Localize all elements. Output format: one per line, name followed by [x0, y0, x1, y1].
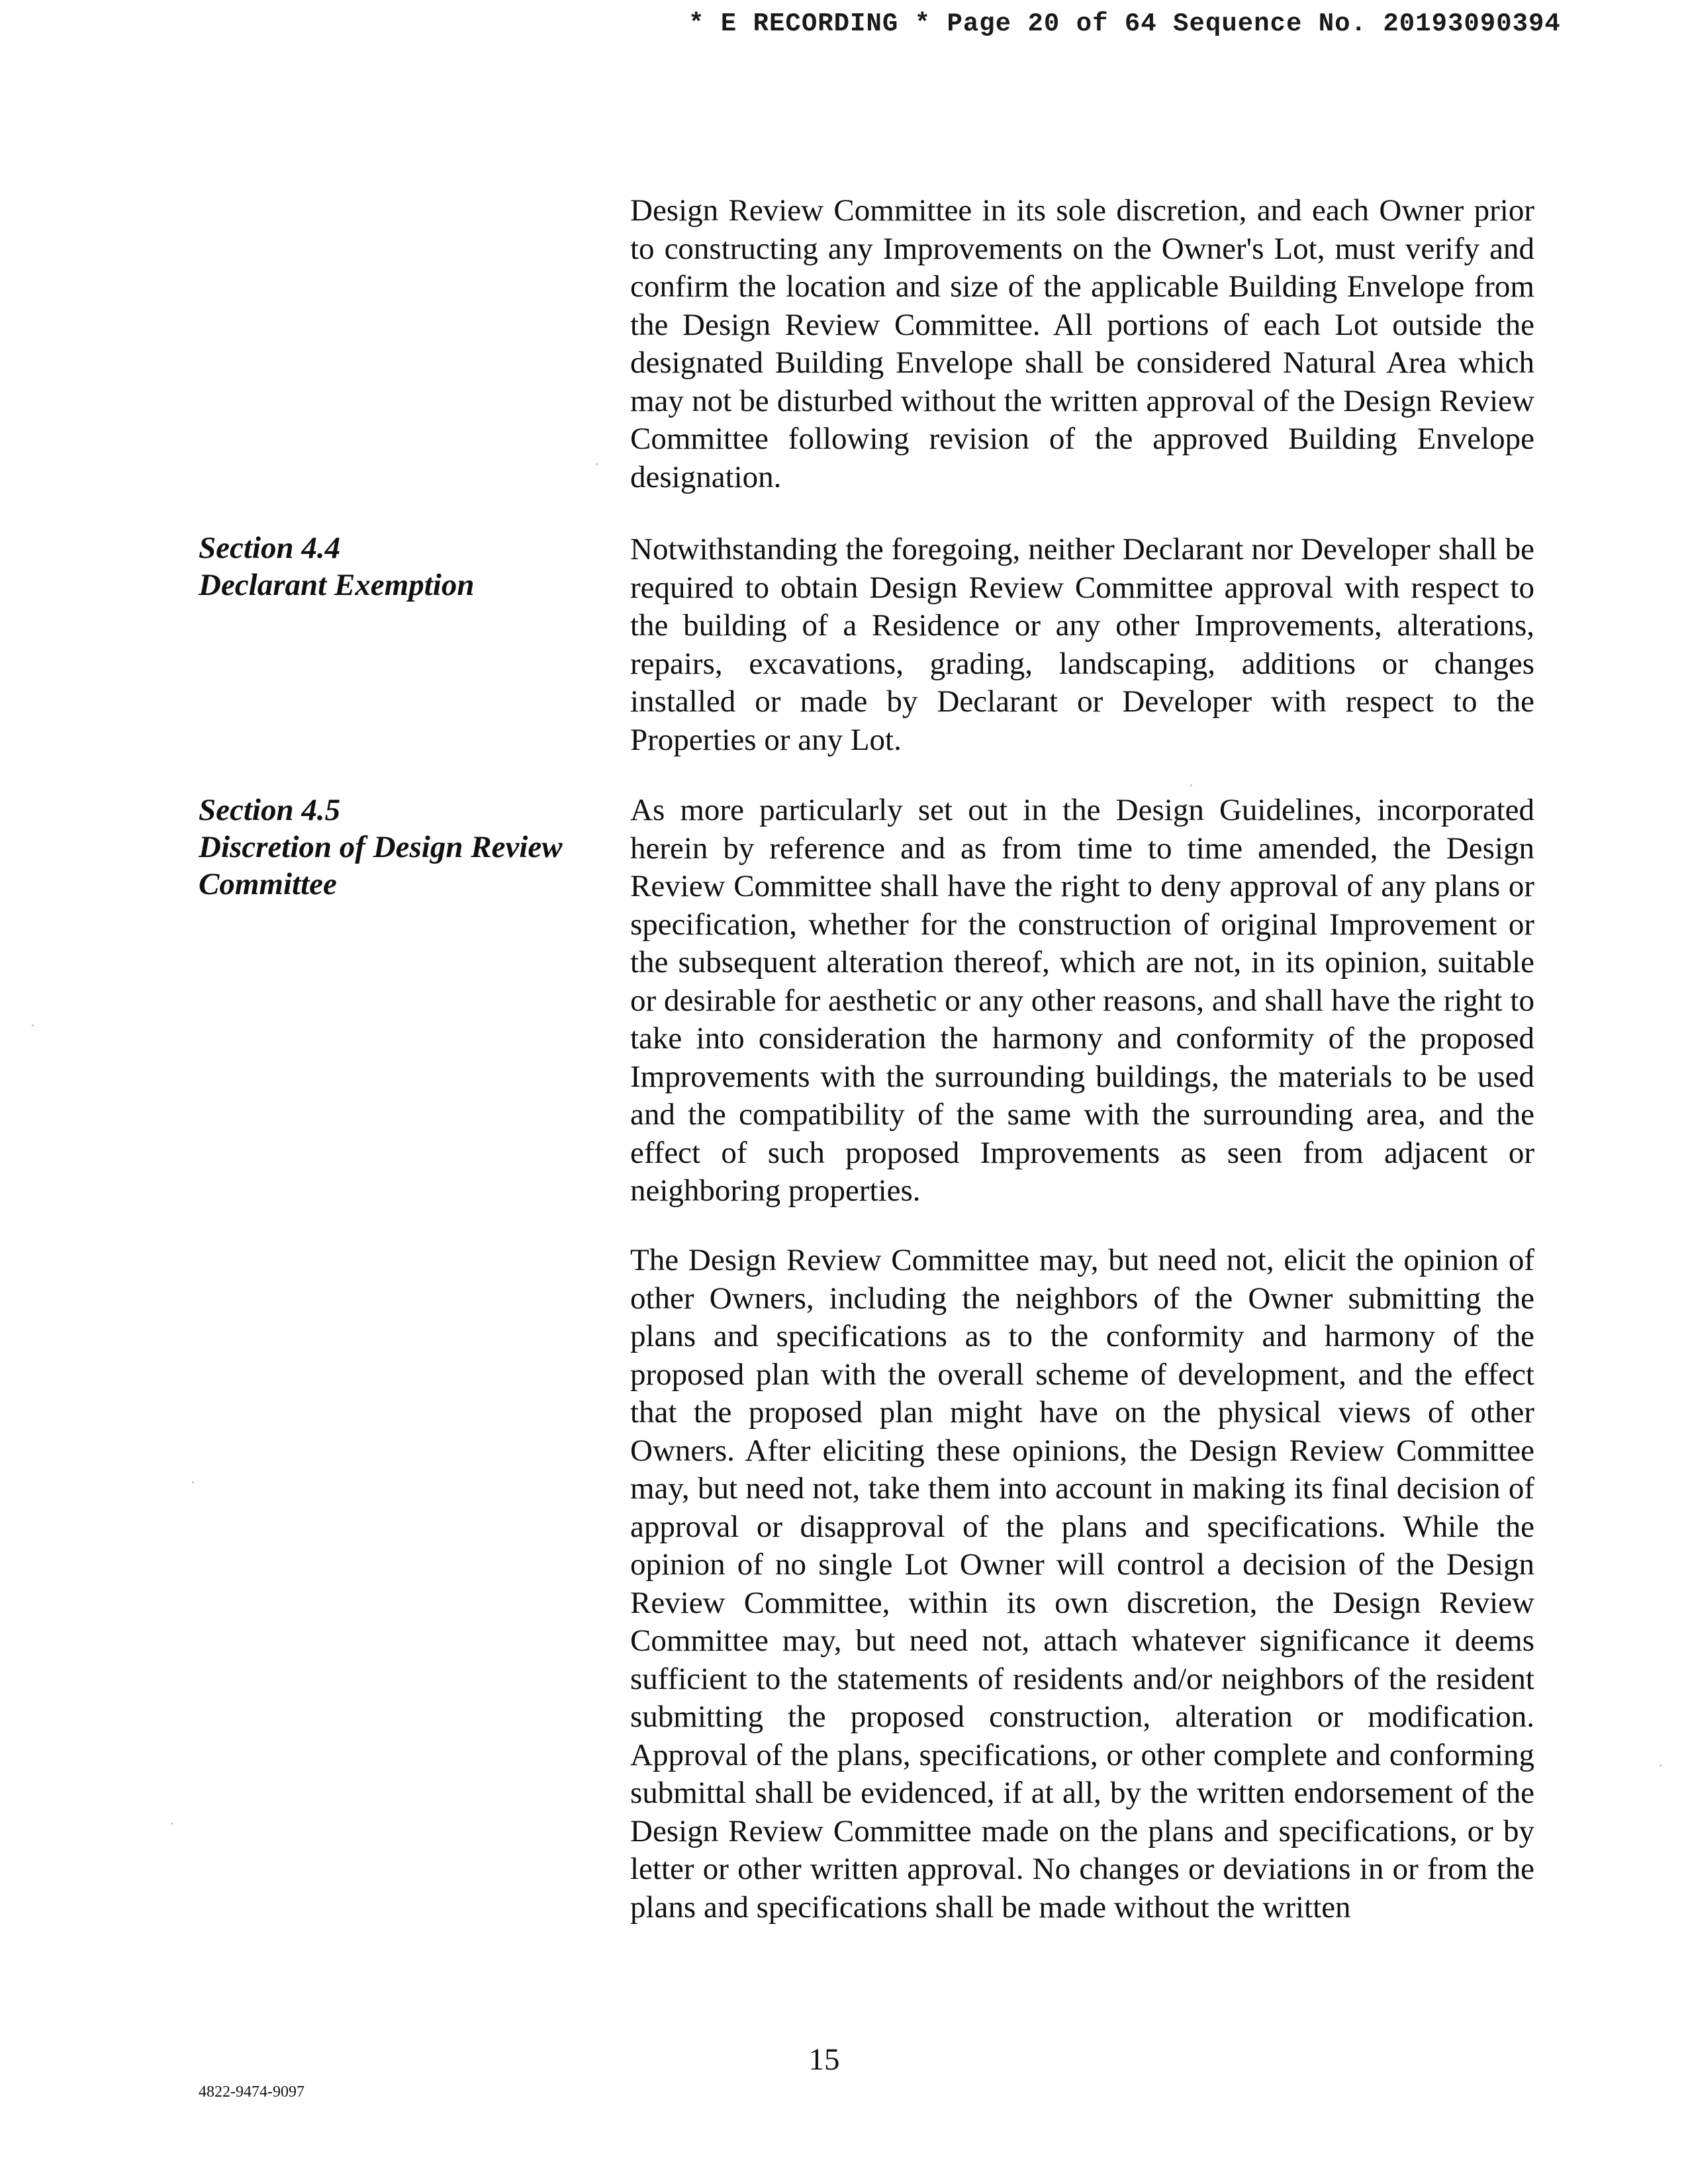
scan-speck	[171, 1823, 173, 1825]
section-heading-4-5	[199, 792, 563, 903]
page-number: 15	[808, 2042, 840, 2077]
scan-speck	[32, 1024, 34, 1026]
scan-speck	[596, 463, 598, 465]
section-title-line-1: Discretion of Design Review	[199, 830, 563, 864]
paragraph-owner-opinions: The Design Review Committee may, but need not, elicit the opinion of other Owners, including the neighbors of the Owner submitting the plans and specifications as to the conformity and harmony of the proposed plan with the overall scheme of development, and the effect that the proposed plan might have on the physical views of other Owners. After eliciting these opinions, the Design Review Committee may, but need not, take them into account in making its final decision of approval or disapproval of the plans and specifications. While the opinion of no single Lot Owner will control a decision of the Design Review Committee, within its own discretion, the Design Review Committee may, but need not, attach whatever significance it deems sufficient to the statements of residents and/or neighbors of the resident submitting the proposed construction, alteration or modification. Approval of the plans, specifications, or other complete and conforming submittal shall be evidenced, if at all, by the written endorsement of the Design Review Committee made on the plans and specifications, or by letter or other written approval. No changes or deviations in or from the plans and specifications shall be made without the written	[630, 1243, 1534, 1925]
paragraph-building-envelope: Design Review Committee in its sole discretion, and each Owner prior to constructing any Improvements on the Owner's Lot, must verify and confirm the location and size of the applicable Building Envelope from the Design Review Committee. All portions of each Lot outside the designated Building Envelope shall be considered Natural Area which may not be disturbed without the written approval of the Design Review Committee following revision of the approved Building Envelope designation.	[630, 193, 1534, 494]
section-heading-4-4	[199, 529, 474, 604]
section-number: Section 4.4	[199, 531, 341, 565]
scan-speck	[1660, 1764, 1662, 1766]
paragraph-declarant-exemption: Notwithstanding the foregoing, neither Declarant nor Developer shall be required to obtain Design Review Committee approval with respect to the building of a Residence or any other Improvements, alterations, repairs, excavations, grading, landscaping, additions or changes installed or made by Declarant or Developer with respect to the Properties or any Lot.	[630, 532, 1534, 757]
paragraph-design-discretion: As more particularly set out in the Design Guidelines, incorporated herein by reference and as from time to time amended, the Design Review Committee shall have the right to deny approval of any plans or specification, whether for the construction of original Improvement or the subsequent alteration thereof, which are not, in its opinion, suitable or desirable for aesthetic or any other reasons, and shall have the right to take into consideration the harmony and conformity of the proposed Improvements with the surrounding buildings, the materials to be used and the compatibility of the same with the surrounding area, and the effect of such proposed Improvements as seen from adjacent or neighboring properties.	[630, 793, 1534, 1208]
scan-speck	[1190, 784, 1192, 786]
document-id: 4822-9474-9097	[199, 2083, 305, 2101]
section-title: Declarant Exemption	[199, 568, 475, 602]
section-number: Section 4.5	[199, 793, 341, 827]
section-title-line-2: Committee	[199, 867, 337, 901]
scan-speck	[192, 1481, 194, 1483]
recording-header: * E RECORDING * Page 20 of 64 Sequence No. 20193090394	[688, 9, 1561, 38]
